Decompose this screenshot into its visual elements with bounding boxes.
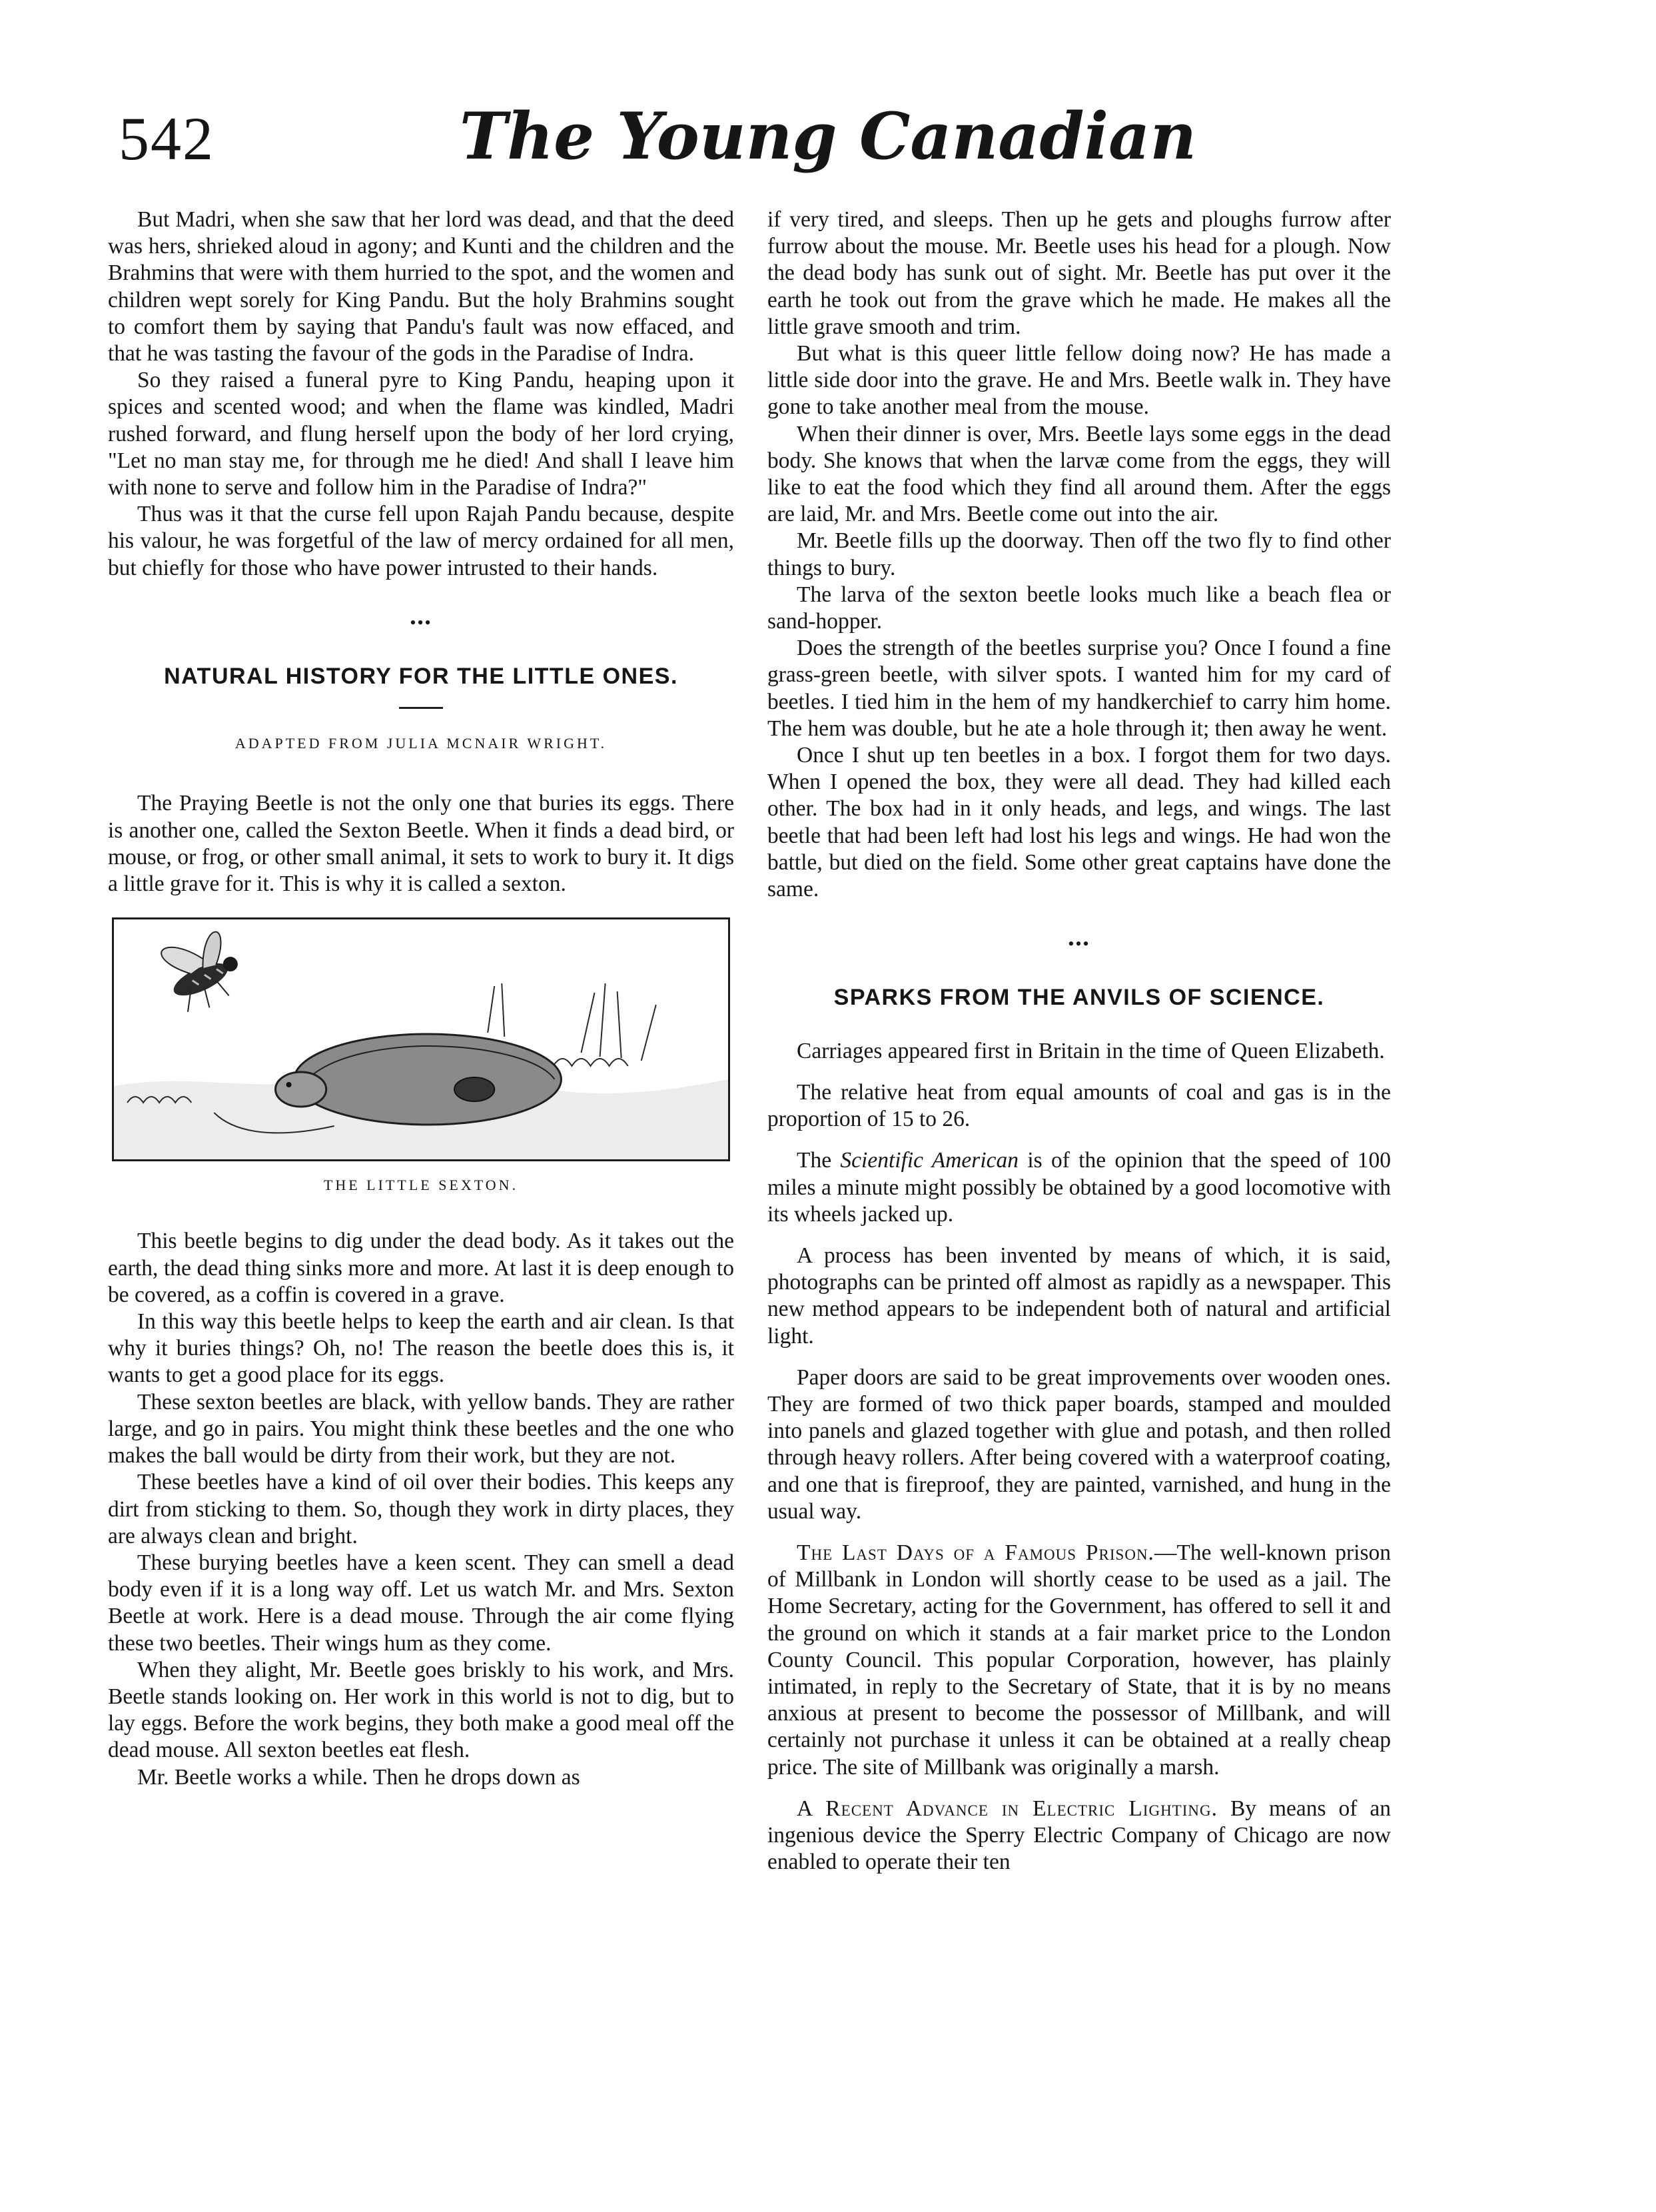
paragraph: The larva of the sexton beetle looks much like a beach flea or sand-hopper.: [767, 582, 1391, 634]
section-separator: •••: [1068, 934, 1090, 954]
paragraph: When their dinner is over, Mrs. Beetle lays some eggs in the dead body. She knows that when the larvæ come from the eggs, they will like to eat the food which they find all around them. After the eggs are laid, Mr. and Mrs. Beetle come out into the air.: [767, 421, 1391, 527]
electric-text: By means of an ingenious device the Sperry Electric Company of Chicago are now enabled to operate their ten: [767, 1796, 1392, 1875]
paragraph: These burying beetles have a keen scent. They can smell a dead body even if it is a long way off. Let us watch Mr. and Mrs. Sexton Beetle at work. Here is a dead mouse. Through the air come flying these two beetles. Their wings hum as they come.: [108, 1550, 734, 1656]
figure-caption: THE LITTLE SEXTON.: [323, 1177, 519, 1194]
sciam-text: is of the opinion that the speed of 100 miles a minute might possibly be obtained by a good locomotive with its wheels jacked up.: [767, 1148, 1391, 1227]
page-number: 542: [119, 105, 214, 173]
paragraph: Thus was it that the curse fell upon Rajah Pandu because, despite his valour, he was forgetful of the law of mercy ordained for all men, but chiefly for those who have power intrusted to their hands.: [108, 502, 734, 580]
paragraph: [767, 1796, 1391, 1876]
paragraph: But Madri, when she saw that her lord was dead, and that the deed was hers, shrieked aloud in agony; and Kunti and the children and the Brahmins that were with them hurried to the spot, and the women and children wept sorely for King Pandu. But the holy Brahmins sought to comfort them by saying that Pandu's fault was now effaced, and that he was tasting the favour of the gods in the Paradise of Indra.: [108, 207, 734, 366]
paragraph: So they raised a funeral pyre to King Pandu, heaping upon it spices and scented wood; and when the flame was kindled, Madri rushed forward, and flung herself upon the body of her lord crying, "Let no man stay me, for through me he died! And shall I leave him with none to serve and follow him in the Paradise of Indra?": [108, 368, 734, 500]
heading-rule: [399, 707, 443, 709]
right-column: [767, 207, 1391, 1876]
paragraph: These beetles have a kind of oil over their bodies. This keeps any dirt from sticking to them. So, though they work in dirty places, they are always clean and bright.: [108, 1470, 734, 1548]
sciam-prefix: The: [797, 1148, 841, 1173]
paragraph: Does the strength of the beetles surprise you? Once I found a fine grass-green beetle, with silver spots. I wanted him for my card of beetles. I tied him in the hem of my handkerchief to carry him home. The hem was double, but he ate a hole through it; then away he went.: [767, 636, 1391, 741]
paragraph: Paper doors are said to be great improvements over wooden ones. They are formed of two thick paper boards, stamped and moulded into panels and glazed together with glue and potash, and then rolled through heavy rollers. After being covered with a waterproof coating, and one that is fireproof, they are painted, varnished, and hung in the usual way.: [767, 1365, 1391, 1524]
millbank-text: —The well-known prison of Millbank in London will shortly cease to be used as a jail. The Home Secretary, acting for the Government, has offered to sell it and the ground on which it stands at a fair market price to the London County Council. This popular Corporation, however, has plainly intimated, in reply to the Secretary of State, that it is by no means anxious at present to become the possessor of Millbank, and will certainly not purchase it unless it can be obtained at a really cheap price. The site of Millbank was originally a marsh.: [767, 1540, 1391, 1780]
paragraph: [767, 1540, 1391, 1781]
paragraph: These sexton beetles are black, with yellow bands. They are rather large, and go in pairs. You might think these beetles and the one who makes the ball would be dirty from their work, but they are not.: [108, 1389, 734, 1468]
electric-lead: A Recent Advance in Electric Lighting.: [797, 1796, 1218, 1821]
paragraph: In this way this beetle helps to keep the earth and air clean. Is that why it buries things? Oh, no! The reason the beetle does this is, it wants to get a good place for its eggs.: [108, 1309, 734, 1388]
paragraph: [767, 1147, 1391, 1228]
paragraph: When they alight, Mr. Beetle goes briskly to his work, and Mrs. Beetle stands looking on. Her work in this world is not to dig, but to lay eggs. Before the work begins, they both make a good meal off the dead mouse. All sexton beetles eat flesh.: [108, 1657, 734, 1763]
paragraph: Mr. Beetle works a while. Then he drops down as: [137, 1764, 580, 1790]
science-heading: SPARKS FROM THE ANVILS OF SCIENCE.: [833, 985, 1325, 1011]
paragraph: The relative heat from equal amounts of coal and gas is in the proportion of 15 to 26.: [767, 1079, 1391, 1132]
paragraph: if very tired, and sleeps. Then up he gets and ploughs furrow after furrow about the mouse. Mr. Beetle uses his head for a plough. Now the dead body has sunk out of sight. Mr. Beetle has put over it the earth he took out from the grave which he made. He makes all the little grave smooth and trim.: [767, 207, 1391, 339]
journal-masthead: The Young Canadian: [459, 99, 1197, 174]
paragraph: A process has been invented by means of which, it is said, photographs can be printed off almost as rapidly as a newspaper. This new method appears to be independent both of natural and artificial light.: [767, 1243, 1391, 1349]
paragraph: This beetle begins to dig under the dead body. As it takes out the earth, the dead thing sinks more and more. At last it is deep enough to be covered, as a coffin is covered in a grave.: [108, 1229, 734, 1307]
sexton-beetle-engraving: [114, 919, 728, 1159]
paragraph: Mr. Beetle fills up the doorway. Then off the two fly to find other things to bury.: [767, 528, 1391, 580]
millbank-lead: The Last Days of a Famous Prison.: [797, 1540, 1154, 1565]
paragraph: Carriages appeared first in Britain in the time of Queen Elizabeth.: [797, 1038, 1385, 1063]
scientific-american-title: Scientific American: [840, 1148, 1019, 1173]
byline: ADAPTED FROM JULIA MCNAIR WRIGHT.: [234, 735, 608, 752]
left-column: [108, 207, 734, 1791]
paragraph: Once I shut up ten beetles in a box. I forgot them for two days. When I opened the box, they were all dead. They had killed each other. The box had in it only heads, and legs, and wings. The last beetle that had been left had lost his legs and wings. He had won the battle, but died on the field. Some other great captains have done the same.: [767, 743, 1391, 902]
section-separator: •••: [410, 612, 432, 632]
paragraph: The Praying Beetle is not the only one that buries its eggs. There is another one, called the Sexton Beetle. When it finds a dead bird, or mouse, or frog, or other small animal, it sets to work to bury it. It digs a little grave for it. This is why it is called a sexton.: [108, 791, 734, 897]
beetle-illustration: [112, 917, 730, 1161]
paragraph: But what is this queer little fellow doing now? He has made a little side door into the grave. He and Mrs. Beetle walk in. They have gone to take another meal from the mouse.: [767, 341, 1391, 420]
article-heading: NATURAL HISTORY FOR THE LITTLE ONES.: [164, 664, 678, 690]
